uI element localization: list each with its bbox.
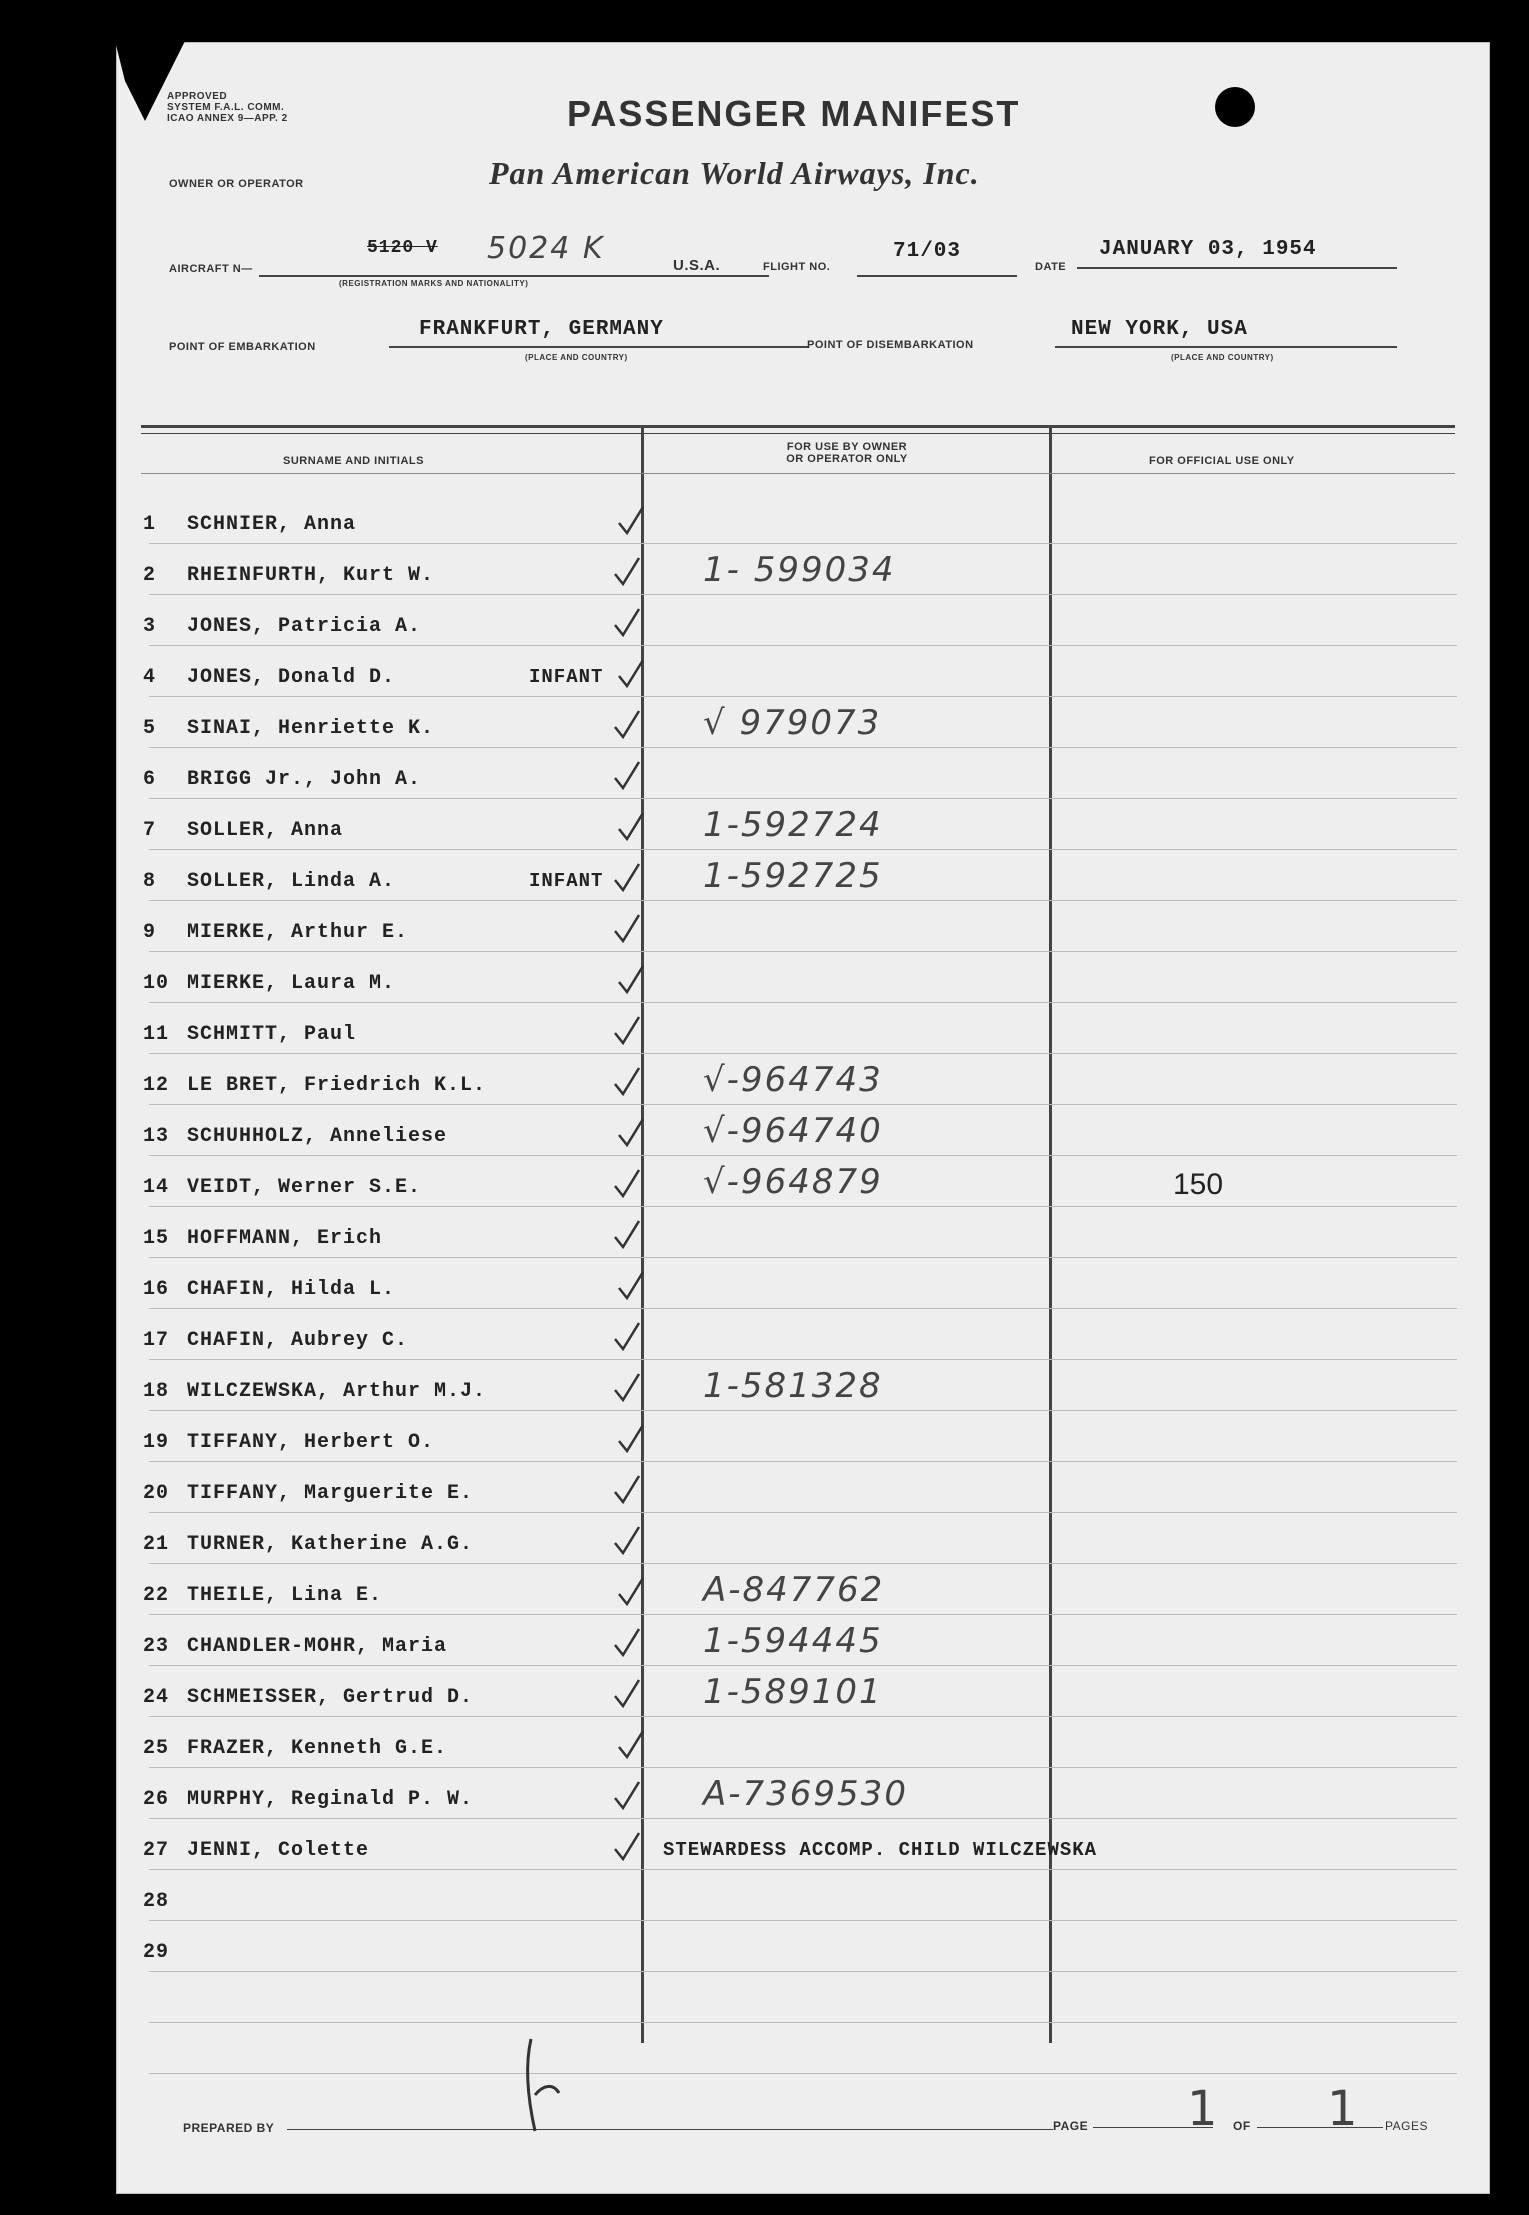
row-rule (149, 1359, 1457, 1360)
row-rule (149, 1818, 1457, 1819)
embark-value: FRANKFURT, GERMANY (419, 318, 664, 341)
row-rule (149, 951, 1457, 952)
row-rule (149, 1461, 1457, 1462)
row-number: 16 (143, 1278, 170, 1301)
row-number: 17 (143, 1329, 170, 1352)
row-number: 8 (143, 870, 157, 893)
row-rule (149, 543, 1457, 544)
date-underline (1077, 267, 1397, 269)
owner-label: OWNER OR OPERATOR (169, 178, 304, 190)
row-rule (149, 849, 1457, 850)
passenger-name: SCHNIER, Anna (187, 513, 357, 536)
row-number: 26 (143, 1788, 170, 1811)
row-rule (149, 1410, 1457, 1411)
row-rule (149, 1002, 1457, 1003)
row-rule (149, 696, 1457, 697)
row-rule (149, 1206, 1457, 1207)
passenger-name: TURNER, Katherine A.G. (187, 1533, 474, 1556)
punch-hole (1215, 87, 1255, 127)
row-number: 7 (143, 819, 157, 842)
check-mark-icon (613, 1015, 641, 1045)
passenger-name: JONES, Donald D. (187, 666, 396, 689)
embark-label: POINT OF EMBARKATION (169, 341, 316, 353)
manifest-title: PASSENGER MANIFEST (567, 93, 1021, 134)
check-mark-icon (613, 1627, 641, 1657)
passenger-name: BRIGG Jr., John A. (187, 768, 422, 791)
approval-line: SYSTEM F.A.L. COMM. (167, 102, 285, 113)
aircraft-underline (259, 275, 769, 277)
row-number: 13 (143, 1125, 170, 1148)
total-pages: 1 (1327, 2081, 1360, 2137)
row-rule (149, 1665, 1457, 1666)
passenger-name: RHEINFURTH, Kurt W. (187, 564, 435, 587)
passenger-name: MIERKE, Laura M. (187, 972, 396, 995)
check-mark-icon (613, 1372, 641, 1402)
row-rule (149, 1053, 1457, 1054)
row-number: 24 (143, 1686, 170, 1709)
aircraft-crossed-out: 5120 V (367, 238, 438, 258)
check-mark-icon (613, 1168, 641, 1198)
col-surname-header: SURNAME AND INITIALS (283, 455, 424, 467)
date-value: JANUARY 03, 1954 (1099, 238, 1317, 261)
passenger-name: MIERKE, Arthur E. (187, 921, 409, 944)
company-name: Pan American World Airways, Inc. (489, 155, 980, 191)
row-rule (149, 747, 1457, 748)
manifest-sheet (116, 42, 1490, 2194)
row-rule (149, 1716, 1457, 1717)
row-number: 19 (143, 1431, 170, 1454)
passenger-name: JENNI, Colette (187, 1839, 370, 1862)
check-mark-icon (613, 1474, 641, 1504)
row-rule (149, 1869, 1457, 1870)
official-use-value: 150 (1173, 1168, 1224, 1201)
check-mark-icon (617, 1117, 645, 1147)
check-mark-icon (613, 1321, 641, 1351)
ticket-number: 1-592724 (703, 805, 883, 845)
check-mark-icon (613, 1780, 641, 1810)
approval-line: APPROVED (167, 91, 228, 102)
disembark-label: POINT OF DISEMBARKATION (807, 339, 974, 351)
row-number: 5 (143, 717, 157, 740)
check-mark-icon (617, 1270, 645, 1300)
check-mark-icon (617, 1576, 645, 1606)
row-number: 12 (143, 1074, 170, 1097)
date-label: DATE (1035, 261, 1067, 273)
check-mark-icon (617, 505, 645, 535)
check-mark-icon (613, 607, 641, 637)
check-mark-icon (613, 1066, 641, 1096)
row-number: 1 (143, 513, 157, 536)
passenger-name: SINAI, Henriette K. (187, 717, 435, 740)
prepared-by-underline (287, 2129, 1053, 2130)
row-rule (149, 1767, 1457, 1768)
row-rule (149, 1614, 1457, 1615)
check-mark-icon (613, 1831, 641, 1861)
row-number: 10 (143, 972, 170, 995)
row-number: 25 (143, 1737, 170, 1760)
passenger-name: MURPHY, Reginald P. W. (187, 1788, 474, 1811)
ticket-number: √-964740 (703, 1111, 883, 1151)
of-underline (1257, 2127, 1383, 2128)
row-number: 14 (143, 1176, 170, 1199)
row-number: 18 (143, 1380, 170, 1403)
check-mark-icon (613, 862, 641, 892)
row-rule (149, 594, 1457, 595)
row-number: 2 (143, 564, 157, 587)
page-label: PAGE (1053, 2119, 1089, 2133)
embark-underline (389, 346, 809, 348)
ticket-number: √ 979073 (703, 703, 882, 743)
ticket-number: √-964879 (703, 1162, 883, 1202)
check-mark-icon (613, 709, 641, 739)
row-rule (149, 1155, 1457, 1156)
check-mark-icon (617, 964, 645, 994)
row-number: 9 (143, 921, 157, 944)
passenger-name: HOFFMANN, Erich (187, 1227, 383, 1250)
col-official-header: FOR OFFICIAL USE ONLY (1149, 455, 1295, 467)
aircraft-sub-label: (REGISTRATION MARKS AND NATIONALITY) (339, 279, 529, 288)
check-mark-icon (617, 1423, 645, 1453)
row-number: 3 (143, 615, 157, 638)
ticket-number: 1-592725 (703, 856, 883, 896)
row-rule (149, 1308, 1457, 1309)
row-number: 11 (143, 1023, 170, 1046)
row-rule (149, 645, 1457, 646)
passenger-note: INFANT (529, 666, 604, 688)
row-rule (149, 900, 1457, 901)
ticket-number: STEWARDESS ACCOMP. CHILD WILCZEWSKA (663, 1839, 1098, 1861)
check-mark-icon (617, 811, 645, 841)
aircraft-registration: 5024 K (487, 231, 605, 266)
row-rule (149, 2073, 1457, 2074)
row-number: 29 (143, 1941, 170, 1964)
check-mark-icon (617, 1729, 645, 1759)
passenger-name: SCHMITT, Paul (187, 1023, 357, 1046)
aircraft-label: AIRCRAFT N— (169, 263, 253, 275)
passenger-name: SCHMEISSER, Gertrud D. (187, 1686, 474, 1709)
passenger-name: LE BRET, Friedrich K.L. (187, 1074, 487, 1097)
page-number: 1 (1187, 2081, 1220, 2137)
approval-line: ICAO ANNEX 9—APP. 2 (167, 113, 288, 124)
row-rule (149, 1257, 1457, 1258)
passenger-name: VEIDT, Werner S.E. (187, 1176, 422, 1199)
row-rule (149, 1563, 1457, 1564)
flight-number: 71/03 (893, 240, 962, 263)
col-owner-header-line: FOR USE BY OWNER (786, 441, 908, 453)
col-owner-header-line: OR OPERATOR ONLY (786, 453, 908, 465)
passenger-name: FRAZER, Kenneth G.E. (187, 1737, 448, 1760)
approval-block (167, 91, 288, 124)
ticket-number: √-964743 (703, 1060, 883, 1100)
row-number: 4 (143, 666, 157, 689)
row-number: 21 (143, 1533, 170, 1556)
row-number: 23 (143, 1635, 170, 1658)
check-mark-icon (613, 556, 641, 586)
column-divider-2 (1049, 427, 1052, 2043)
check-mark-icon (613, 1678, 641, 1708)
check-mark-icon (613, 913, 641, 943)
check-mark-icon (613, 1525, 641, 1555)
col-owner-header (697, 441, 997, 465)
row-number: 22 (143, 1584, 170, 1607)
passenger-note: INFANT (529, 870, 604, 892)
disembark-underline (1055, 346, 1397, 348)
row-rule (149, 1104, 1457, 1105)
check-mark-icon (613, 1219, 641, 1249)
usa-label: U.S.A. (673, 257, 721, 274)
passenger-name: TIFFANY, Herbert O. (187, 1431, 435, 1454)
pages-label: PAGES (1385, 2119, 1428, 2133)
ticket-number: 1- 599034 (703, 550, 896, 590)
table-header-rule (141, 473, 1455, 474)
prepared-by-label: PREPARED BY (183, 2121, 275, 2135)
of-label: OF (1233, 2119, 1251, 2133)
ticket-number: 1-594445 (703, 1621, 883, 1661)
passenger-name: SOLLER, Anna (187, 819, 344, 842)
row-number: 20 (143, 1482, 170, 1505)
row-rule (149, 1920, 1457, 1921)
disembark-value: NEW YORK, USA (1071, 318, 1248, 341)
row-rule (149, 1512, 1457, 1513)
check-mark-icon (617, 658, 645, 688)
row-rule (149, 2022, 1457, 2023)
passenger-name: SCHUHHOLZ, Anneliese (187, 1125, 448, 1148)
ticket-number: 1-589101 (703, 1672, 883, 1712)
disembark-sub-label: (PLACE AND COUNTRY) (1171, 353, 1274, 362)
passenger-name: CHAFIN, Aubrey C. (187, 1329, 409, 1352)
passenger-name: CHANDLER-MOHR, Maria (187, 1635, 448, 1658)
flight-label: FLIGHT NO. (763, 261, 831, 273)
passenger-name: TIFFANY, Marguerite E. (187, 1482, 474, 1505)
ticket-number: A-847762 (703, 1570, 885, 1610)
check-mark-icon (613, 760, 641, 790)
embark-sub-label: (PLACE AND COUNTRY) (525, 353, 628, 362)
row-rule (149, 798, 1457, 799)
passenger-name: CHAFIN, Hilda L. (187, 1278, 396, 1301)
passenger-name: THEILE, Lina E. (187, 1584, 383, 1607)
ticket-number: A-7369530 (703, 1774, 908, 1814)
passenger-name: SOLLER, Linda A. (187, 870, 396, 893)
row-number: 27 (143, 1839, 170, 1862)
passenger-name: JONES, Patricia A. (187, 615, 422, 638)
row-number: 15 (143, 1227, 170, 1250)
passenger-name: WILCZEWSKA, Arthur M.J. (187, 1380, 487, 1403)
table-top-rule-thin (141, 433, 1455, 434)
flight-underline (857, 275, 1017, 277)
row-number: 28 (143, 1890, 170, 1913)
row-rule (149, 1971, 1457, 1972)
table-top-rule (141, 425, 1455, 428)
ticket-number: 1-581328 (703, 1366, 883, 1406)
signature-initials (513, 2035, 573, 2145)
row-number: 6 (143, 768, 157, 791)
